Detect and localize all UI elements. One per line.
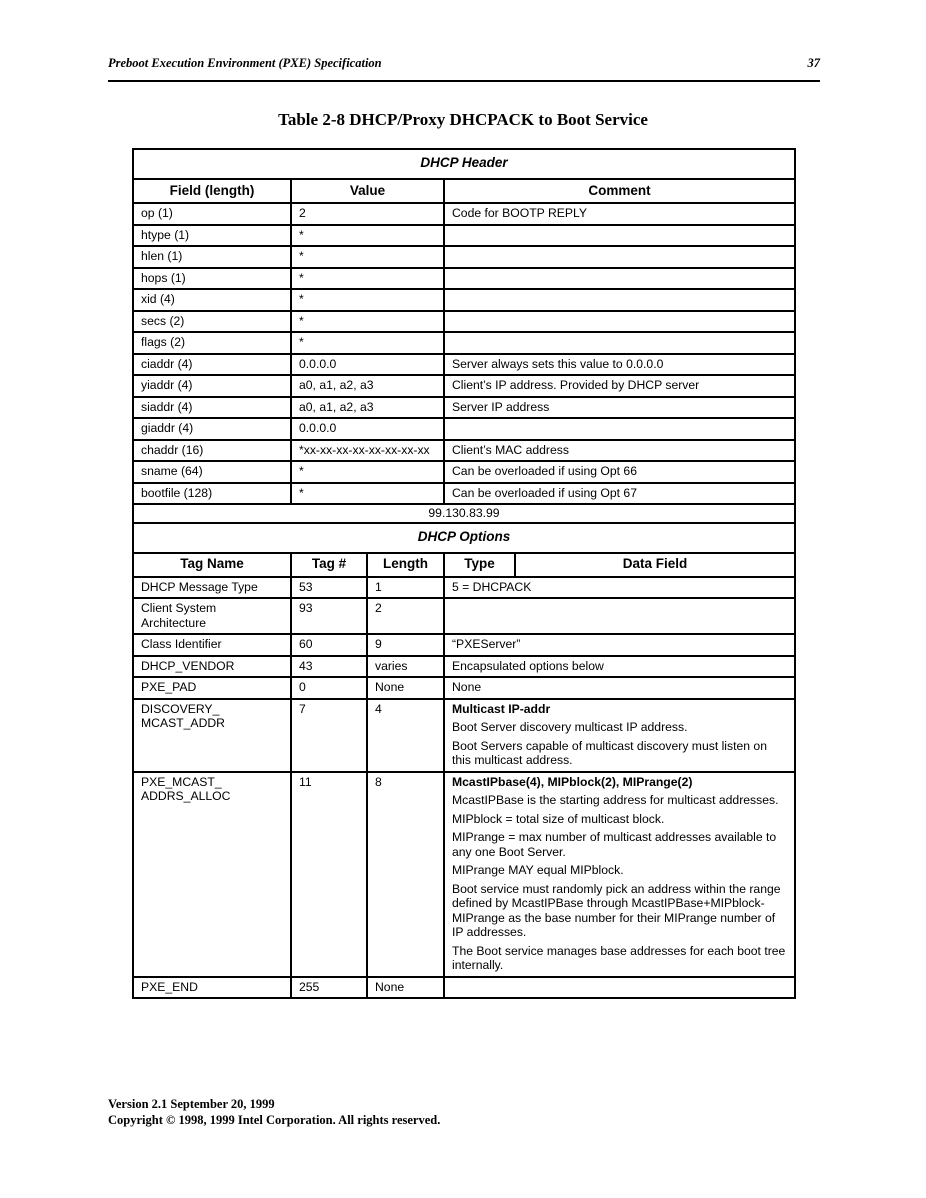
length-cell: None: [367, 977, 444, 999]
table-row: [133, 461, 795, 483]
length-cell: 8: [367, 772, 444, 977]
field-cell: xid (4): [133, 289, 291, 311]
data-heading: McastIPbase(4), MIPblock(2), MIPrange(2): [452, 774, 693, 789]
table-row: [133, 354, 795, 376]
col-value: Value: [291, 179, 444, 203]
table-row: [133, 577, 795, 599]
data-line: MIPrange MAY equal MIPblock.: [452, 863, 624, 877]
data-field-cell: [444, 772, 795, 977]
table-row: [133, 772, 795, 977]
length-cell: varies: [367, 656, 444, 678]
header-columns-row: [133, 179, 795, 203]
value-cell: *: [291, 461, 444, 483]
dhcp-header-title: DHCP Header: [133, 149, 795, 179]
data-line: MIPblock = total size of multicast block.: [452, 811, 665, 826]
data-heading: Multicast IP-addr: [452, 701, 551, 716]
field-cell: giaddr (4): [133, 418, 291, 440]
value-cell: *: [291, 483, 444, 505]
comment-cell: [444, 418, 795, 440]
data-line: None: [452, 680, 482, 694]
data-field-cell: [444, 977, 795, 999]
comment-cell: [444, 289, 795, 311]
data-field-cell: [444, 699, 795, 772]
table-row: [133, 375, 795, 397]
table-row: [133, 246, 795, 268]
data-line: 5 = DHCPACK: [452, 579, 532, 594]
field-cell: ciaddr (4): [133, 354, 291, 376]
comment-cell: [444, 311, 795, 333]
data-field-cell: [444, 656, 795, 678]
value-cell: *: [291, 225, 444, 247]
comment-cell: Can be overloaded if using Opt 67: [444, 483, 795, 505]
copyright-line: Copyright © 1998, 1999 Intel Corporation. All rights reserved.: [108, 1113, 441, 1127]
tag-name-cell: PXE_PAD: [133, 677, 291, 699]
data-field-cell: [444, 634, 795, 656]
data-line: Boot service must randomly pick an address within the range defined by McastIPBase through McastIPBase+MIPblock-MIPrange as the base number for their MIPrange number of IP addresses.: [452, 881, 781, 939]
length-cell: 2: [367, 598, 444, 634]
tag-name-cell: PXE_END: [133, 977, 291, 999]
page-number: 37: [807, 56, 820, 70]
table-row: [133, 598, 795, 634]
table-row: [133, 311, 795, 333]
data-line: Boot Server discovery multicast IP address.: [452, 720, 688, 734]
value-cell: 0.0.0.0: [291, 418, 444, 440]
value-cell: a0, a1, a2, a3: [291, 375, 444, 397]
data-field-cell: [444, 677, 795, 699]
ip-row: [133, 504, 795, 523]
comment-cell: [444, 332, 795, 354]
data-line: Encapsulated options below: [452, 658, 604, 673]
tag-name-cell: DHCP Message Type: [133, 577, 291, 599]
table-row: [133, 418, 795, 440]
dhcpack-table: [132, 148, 796, 999]
field-cell: secs (2): [133, 311, 291, 333]
table-body: [133, 149, 795, 998]
value-cell: a0, a1, a2, a3: [291, 397, 444, 419]
tag-number-cell: 11: [291, 772, 367, 977]
value-cell: 0.0.0.0: [291, 354, 444, 376]
options-section-row: [133, 523, 795, 553]
field-cell: flags (2): [133, 332, 291, 354]
table-row: [133, 440, 795, 462]
field-cell: yiaddr (4): [133, 375, 291, 397]
field-cell: op (1): [133, 203, 291, 225]
length-cell: 9: [367, 634, 444, 656]
tag-number-cell: 93: [291, 598, 367, 634]
comment-cell: Can be overloaded if using Opt 66: [444, 461, 795, 483]
table-caption: Table 2-8 DHCP/Proxy DHCPACK to Boot Service: [278, 110, 648, 129]
field-cell: chaddr (16): [133, 440, 291, 462]
length-cell: 1: [367, 577, 444, 599]
comment-cell: [444, 246, 795, 268]
length-cell: 4: [367, 699, 444, 772]
value-cell: 2: [291, 203, 444, 225]
table-row: [133, 634, 795, 656]
comment-cell: [444, 225, 795, 247]
field-cell: siaddr (4): [133, 397, 291, 419]
field-cell: hlen (1): [133, 246, 291, 268]
page-header: [108, 54, 820, 82]
table-row: [133, 483, 795, 505]
tag-number-cell: 0: [291, 677, 367, 699]
value-cell: *: [291, 332, 444, 354]
value-cell: *: [291, 246, 444, 268]
tag-number-cell: 255: [291, 977, 367, 999]
comment-cell: Client’s IP address. Provided by DHCP server: [444, 375, 795, 397]
value-cell: *: [291, 268, 444, 290]
field-cell: sname (64): [133, 461, 291, 483]
table-row: [133, 332, 795, 354]
tag-name-cell: DHCP_VENDOR: [133, 656, 291, 678]
tag-number-cell: 7: [291, 699, 367, 772]
ip-cell: 99.130.83.99: [133, 504, 795, 523]
table-row: [133, 268, 795, 290]
data-line: The Boot service manages base addresses for each boot tree internally.: [452, 943, 786, 972]
field-cell: htype (1): [133, 225, 291, 247]
tag-name-cell: Client System Architecture: [133, 598, 291, 634]
table-row: [133, 677, 795, 699]
tag-number-cell: 60: [291, 634, 367, 656]
comment-cell: Server always sets this value to 0.0.0.0: [444, 354, 795, 376]
col-data-field: Data Field: [515, 553, 795, 577]
value-cell: *: [291, 311, 444, 333]
tag-number-cell: 53: [291, 577, 367, 599]
comment-cell: Client’s MAC address: [444, 440, 795, 462]
field-cell: hops (1): [133, 268, 291, 290]
table-row: [133, 699, 795, 772]
col-length: Length: [367, 553, 444, 577]
col-tag-number: Tag #: [291, 553, 367, 577]
length-cell: None: [367, 677, 444, 699]
col-comment: Comment: [444, 179, 795, 203]
dhcp-options-title: DHCP Options: [133, 523, 795, 553]
table-row: [133, 203, 795, 225]
col-field: Field (length): [133, 179, 291, 203]
document-title: Preboot Execution Environment (PXE) Specification: [108, 56, 382, 70]
data-line: MIPrange = max number of multicast addresses available to any one Boot Server.: [452, 830, 777, 859]
data-line: “PXEServer”: [452, 637, 521, 651]
table-row: [133, 656, 795, 678]
data-line: Boot Servers capable of multicast discovery must listen on this multicast address.: [452, 738, 767, 767]
table-row: [133, 397, 795, 419]
tag-name-cell: PXE_MCAST_ ADDRS_ALLOC: [133, 772, 291, 977]
data-field-cell: [444, 577, 795, 599]
tag-name-cell: Class Identifier: [133, 634, 291, 656]
data-line: McastIPBase is the starting address for multicast addresses.: [452, 793, 779, 807]
data-field-cell: [444, 598, 795, 634]
table-row: [133, 289, 795, 311]
col-type: Type: [444, 553, 515, 577]
table-row: [133, 225, 795, 247]
tag-name-cell: DISCOVERY_ MCAST_ADDR: [133, 699, 291, 772]
value-cell: *: [291, 289, 444, 311]
comment-cell: Code for BOOTP REPLY: [444, 203, 795, 225]
comment-cell: [444, 268, 795, 290]
page-footer: [108, 1096, 440, 1128]
version-line: Version 2.1 September 20, 1999: [108, 1097, 275, 1111]
options-columns-row: [133, 553, 795, 577]
header-section-row: [133, 149, 795, 179]
comment-cell: Server IP address: [444, 397, 795, 419]
col-tag-name: Tag Name: [133, 553, 291, 577]
tag-number-cell: 43: [291, 656, 367, 678]
table-row: [133, 977, 795, 999]
value-cell: *xx-xx-xx-xx-xx-xx-xx-xx: [291, 440, 444, 462]
field-cell: bootfile (128): [133, 483, 291, 505]
